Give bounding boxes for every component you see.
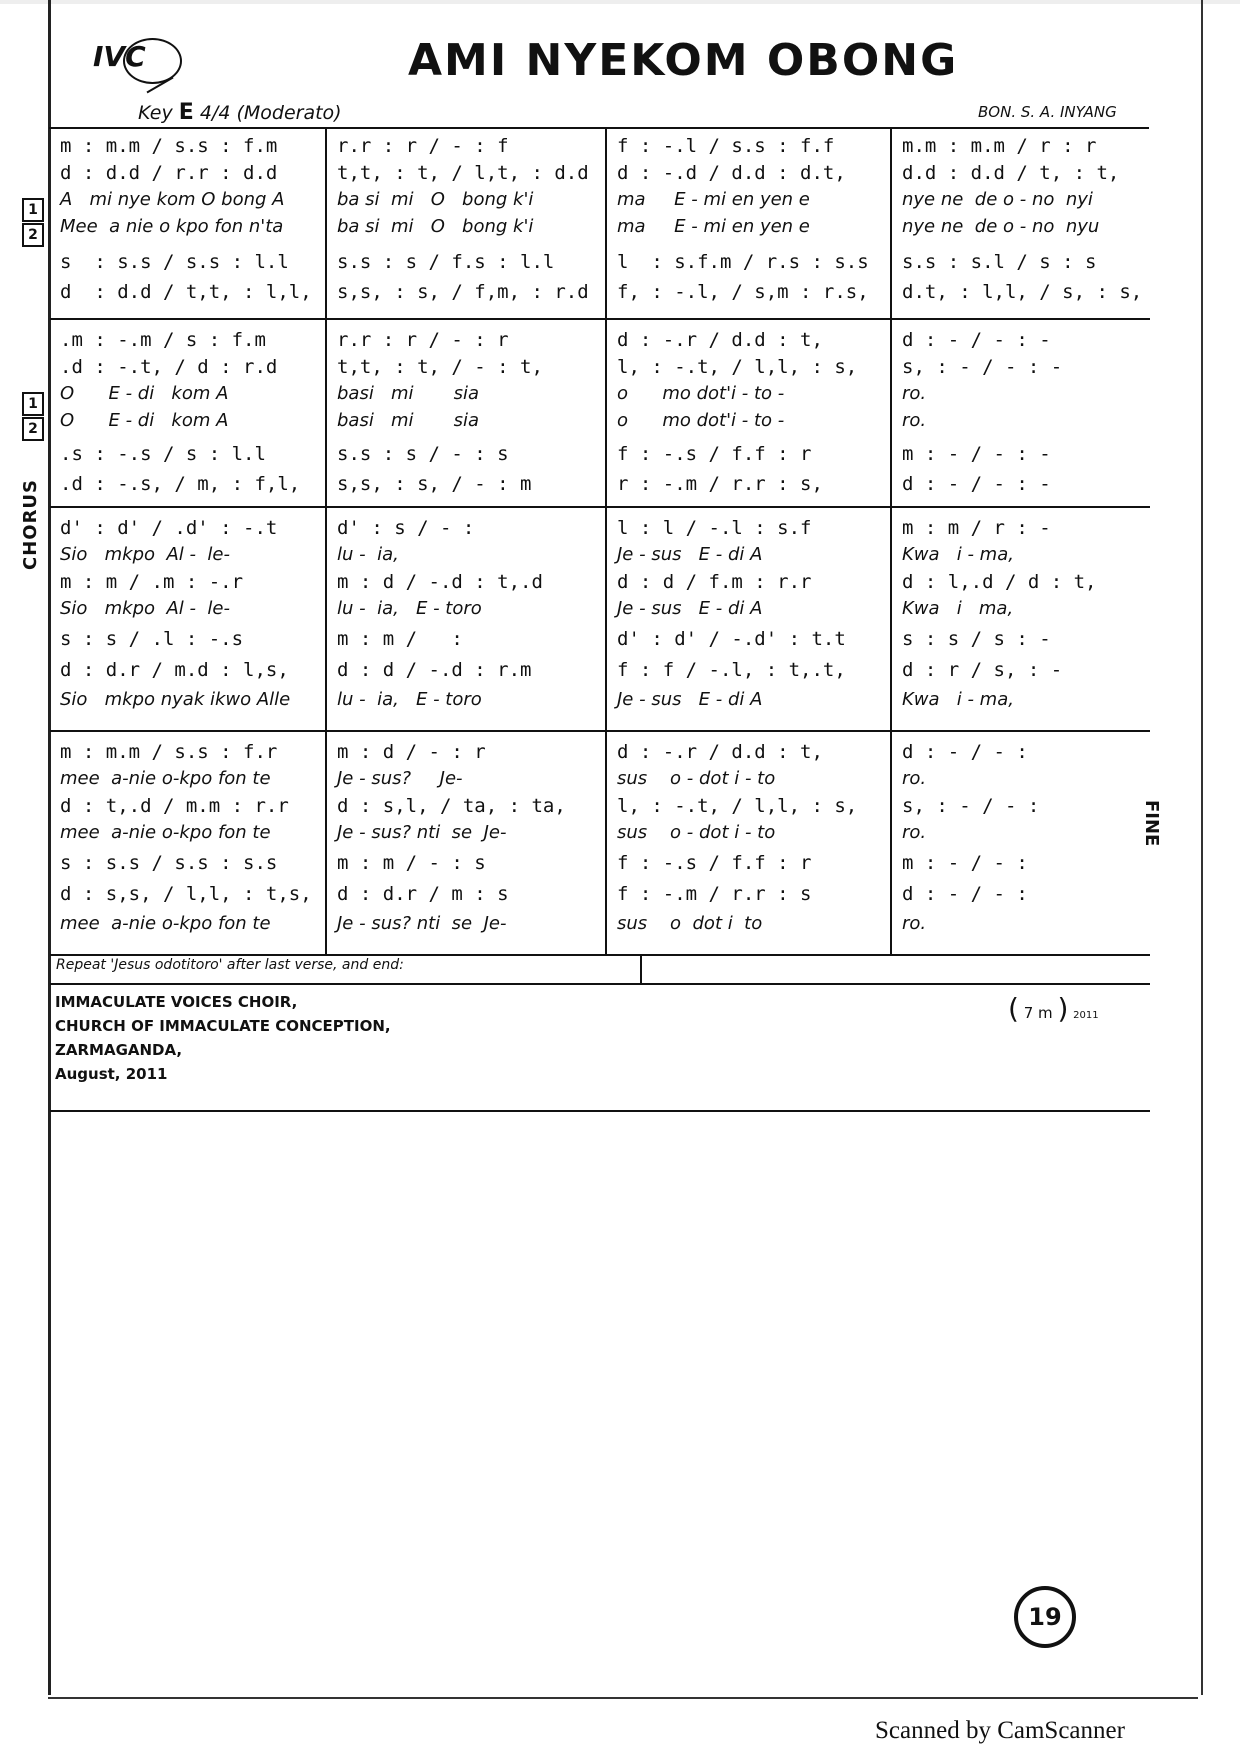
system-2 — [50, 320, 1150, 508]
choir-logo-text: IVC — [93, 40, 146, 73]
measure-1-4 — [890, 128, 1152, 318]
lyric-line: ma E - mi en yen e — [617, 189, 810, 210]
measure-4-4 — [890, 732, 1152, 954]
staff-line: d : d.r / m : s — [337, 883, 509, 905]
staff-line: r : -.m / r.r : s, — [617, 473, 823, 495]
chorus-label: CHORUS — [20, 478, 41, 570]
page-number: 19 — [1014, 1586, 1076, 1648]
staff-line: r.r : r / - : r — [337, 329, 509, 351]
system-1 — [50, 128, 1150, 320]
key-label: Key — [138, 102, 173, 124]
repeat-instruction: Repeat 'Jesus odotitoro' after last verse, and end: — [56, 957, 404, 973]
staff-line: d : - / - : — [902, 883, 1028, 905]
system-3-chorus — [50, 508, 1150, 732]
staff-line: m : - / - : - — [902, 443, 1051, 465]
staff-line: d : r / s, : - — [902, 659, 1063, 681]
staff-line: d : - / - : — [902, 741, 1028, 763]
date-stamp-open: ( — [1008, 992, 1019, 1025]
staff-line: f, : -.l, / s,m : r.s, — [617, 281, 869, 303]
lyric-line: mee a-nie o-kpo fon te — [60, 913, 271, 934]
lyric-line: ba si mi O bong k'i — [337, 189, 534, 210]
staff-line: s,s, : s, / - : m — [337, 473, 532, 495]
staff-line: s : s.s / s.s : l.l — [60, 251, 289, 273]
lyric-line: Kwa i - ma, — [902, 689, 1014, 710]
staff-line: d : s,s, / l,l, : t,s, — [60, 883, 312, 905]
measure-1-2 — [325, 128, 607, 318]
staff-line: s, : - / - : — [902, 795, 1040, 817]
lyric-line: Sio mkpo Al - le- — [60, 544, 230, 565]
lyric-line: Sio mkpo Al - le- — [60, 598, 230, 619]
staff-line: d.d : d.d / t, : t, — [902, 162, 1120, 184]
measure-4-2 — [325, 732, 607, 954]
measure-3-3 — [605, 508, 892, 730]
verse-1-marker: 1 — [22, 198, 44, 222]
lyric-line: sus o dot i to — [617, 913, 763, 934]
date-stamp-close: ) — [1057, 992, 1069, 1025]
staff-line: f : f / -.l, : t,.t, — [617, 659, 846, 681]
bottom-rule — [48, 1697, 1198, 1699]
measure-2-2 — [325, 320, 607, 506]
staff-line: l : s.f.m / r.s : s.s — [617, 251, 869, 273]
scanner-watermark: Scanned by CamScanner — [875, 1717, 1125, 1744]
staff-line: f : -.s / f.f : r — [617, 443, 812, 465]
system-4-chorus — [50, 732, 1150, 956]
staff-line: s, : - / - : - — [902, 356, 1063, 378]
composer: BON. S. A. INYANG — [978, 103, 1117, 121]
staff-line: .s : -.s / s : l.l — [60, 443, 266, 465]
lyric-line: nye ne de o - no nyu — [902, 216, 1100, 237]
title-area — [48, 0, 1198, 130]
staff-line: .d : -.t, / d : r.d — [60, 356, 278, 378]
measure-1-3 — [605, 128, 892, 318]
staff-line: l, : -.t, / l,l, : s, — [617, 795, 858, 817]
time-signature: 4/4 — [199, 102, 231, 124]
staff-line: d.t, : l,l, / s, : s, — [902, 281, 1143, 303]
measure-2-1 — [50, 320, 325, 506]
staff-line: .d : -.s, / m, : f,l, — [60, 473, 301, 495]
staff-line: d' : s / - : — [337, 517, 475, 539]
staff-line: m.m : m.m / r : r — [902, 135, 1097, 157]
lyric-line: sus o - dot i - to — [617, 822, 776, 843]
staff-line: l, : -.t, / l,l, : s, — [617, 356, 858, 378]
key-signature — [138, 100, 342, 125]
measure-4-3 — [605, 732, 892, 954]
staff-line: d' : d' / -.d' : t.t — [617, 628, 846, 650]
fine-label: FINE — [1141, 800, 1162, 847]
lyric-line: Je - sus E - di A — [617, 689, 763, 710]
repeat-instruction-row — [50, 955, 1150, 985]
lyric-line: nye ne de o - no nyi — [902, 189, 1093, 210]
lyric-line: O E - di kom A — [60, 410, 229, 431]
staff-line: d : d / -.d : r.m — [337, 659, 532, 681]
measure-3-4 — [890, 508, 1152, 730]
verse-2-marker: 2 — [22, 417, 44, 441]
staff-line: s.s : s / f.s : l.l — [337, 251, 555, 273]
verse-2-marker: 2 — [22, 223, 44, 247]
key-value: E — [178, 100, 194, 125]
date-stamp-day: 7 — [1023, 1004, 1034, 1022]
staff-line: d : d.d / t,t, : l,l, — [60, 281, 312, 303]
lyric-line: o mo dot'i - to - — [617, 410, 785, 431]
tempo-marking: (Moderato) — [236, 102, 342, 124]
staff-line: m : d / - : r — [337, 741, 486, 763]
staff-line: m : m.m / s.s : f.r — [60, 741, 278, 763]
lyric-line: mee a-nie o-kpo fon te — [60, 822, 271, 843]
lyric-line: ba si mi O bong k'i — [337, 216, 534, 237]
lyric-line: Kwa i - ma, — [902, 544, 1014, 565]
credits-rule — [50, 1110, 1150, 1112]
staff-line: m : m.m / s.s : f.m — [60, 135, 278, 157]
staff-line: d : d.d / r.r : d.d — [60, 162, 278, 184]
staff-line: l : l / -.l : s.f — [617, 517, 812, 539]
measure-1-1 — [50, 128, 325, 318]
credit-church: CHURCH OF IMMACULATE CONCEPTION, — [55, 1017, 391, 1035]
verse-1-marker: 1 — [22, 392, 44, 416]
staff-line: m : m / : — [337, 628, 463, 650]
lyric-line: O E - di kom A — [60, 383, 229, 404]
staff-line: s : s / s : - — [902, 628, 1051, 650]
lyric-line: sus o - dot i - to — [617, 768, 776, 789]
lyric-line: lu - ia, E - toro — [337, 689, 482, 710]
choir-logo — [93, 40, 188, 100]
staff-line: d : - / - : - — [902, 473, 1051, 495]
staff-line: m : d / -.d : t,.d — [337, 571, 543, 593]
lyric-line: Je - sus? nti se Je- — [337, 822, 507, 843]
staff-line: s : s / .l : -.s — [60, 628, 244, 650]
staff-line: m : m / - : s — [337, 852, 486, 874]
lyric-line: Kwa i ma, — [902, 598, 1014, 619]
lyric-line: o mo dot'i - to - — [617, 383, 785, 404]
measure-3-2 — [325, 508, 607, 730]
staff-line: d : -.r / d.d : t, — [617, 329, 823, 351]
lyric-line: Sio mkpo nyak ikwo Alle — [60, 689, 291, 710]
lyric-line: ro. — [902, 410, 927, 431]
lyric-line: Je - sus? Je- — [337, 768, 463, 789]
staff-line: r.r : r / - : f — [337, 135, 509, 157]
lyric-line: Je - sus? nti se Je- — [337, 913, 507, 934]
staff-line: .m : -.m / s : f.m — [60, 329, 266, 351]
staff-line: d : d.r / m.d : l,s, — [60, 659, 289, 681]
lyric-line: ro. — [902, 383, 927, 404]
credit-place: ZARMAGANDA, — [55, 1041, 183, 1059]
staff-line: d : s,l, / ta, : ta, — [337, 795, 566, 817]
measure-2-3 — [605, 320, 892, 506]
date-stamp-month: m — [1038, 1004, 1053, 1022]
lyric-line: Je - sus E - di A — [617, 544, 763, 565]
staff-line: d' : d' / .d' : -.t — [60, 517, 278, 539]
lyric-line: Je - sus E - di A — [617, 598, 763, 619]
staff-line: d : -.d / d.d : d.t, — [617, 162, 846, 184]
staff-line: d : -.r / d.d : t, — [617, 741, 823, 763]
staff-line: s.s : s.l / s : s — [902, 251, 1097, 273]
staff-line: s : s.s / s.s : s.s — [60, 852, 278, 874]
lyric-line: Mee a nie o kpo fon n'ta — [60, 216, 284, 237]
credits — [55, 990, 391, 1086]
staff-line: m : - / - : — [902, 852, 1028, 874]
lyric-line: ma E - mi en yen e — [617, 216, 810, 237]
lyric-line: lu - ia, — [337, 544, 399, 565]
lyric-line: A mi nye kom O bong A — [60, 189, 285, 210]
staff-line: m : m / r : - — [902, 517, 1051, 539]
staff-line: t,t, : t, / l,t, : d.d — [337, 162, 589, 184]
measure-2-4 — [890, 320, 1152, 506]
staff-line: d : - / - : - — [902, 329, 1051, 351]
lyric-line: basi mi sia — [337, 410, 479, 431]
column-divider — [640, 955, 642, 983]
lyric-line: ro. — [902, 822, 927, 843]
staff-line: d : l,.d / d : t, — [902, 571, 1097, 593]
staff-line: d : t,.d / m.m : r.r — [60, 795, 289, 817]
staff-line: s.s : s / - : s — [337, 443, 509, 465]
lyric-line: lu - ia, E - toro — [337, 598, 482, 619]
song-title: AMI NYEKOM OBONG — [408, 35, 959, 86]
staff-line: f : -.s / f.f : r — [617, 852, 812, 874]
lyric-line: ro. — [902, 913, 927, 934]
date-stamp-year: 2011 — [1073, 1010, 1099, 1021]
staff-line: f : -.m / r.r : s — [617, 883, 812, 905]
staff-line: t,t, : t, / - : t, — [337, 356, 543, 378]
credit-choir: IMMACULATE VOICES CHOIR, — [55, 993, 298, 1011]
lyric-line: ro. — [902, 768, 927, 789]
measure-3-1 — [50, 508, 325, 730]
date-stamp — [1008, 992, 1099, 1025]
staff-line: f : -.l / s.s : f.f — [617, 135, 835, 157]
measure-4-1 — [50, 732, 325, 954]
staff-line: d : d / f.m : r.r — [617, 571, 812, 593]
lyric-line: basi mi sia — [337, 383, 479, 404]
staff-line: s,s, : s, / f,m, : r.d — [337, 281, 589, 303]
staff-line: m : m / .m : -.r — [60, 571, 244, 593]
credit-date: August, 2011 — [55, 1065, 168, 1083]
lyric-line: mee a-nie o-kpo fon te — [60, 768, 271, 789]
